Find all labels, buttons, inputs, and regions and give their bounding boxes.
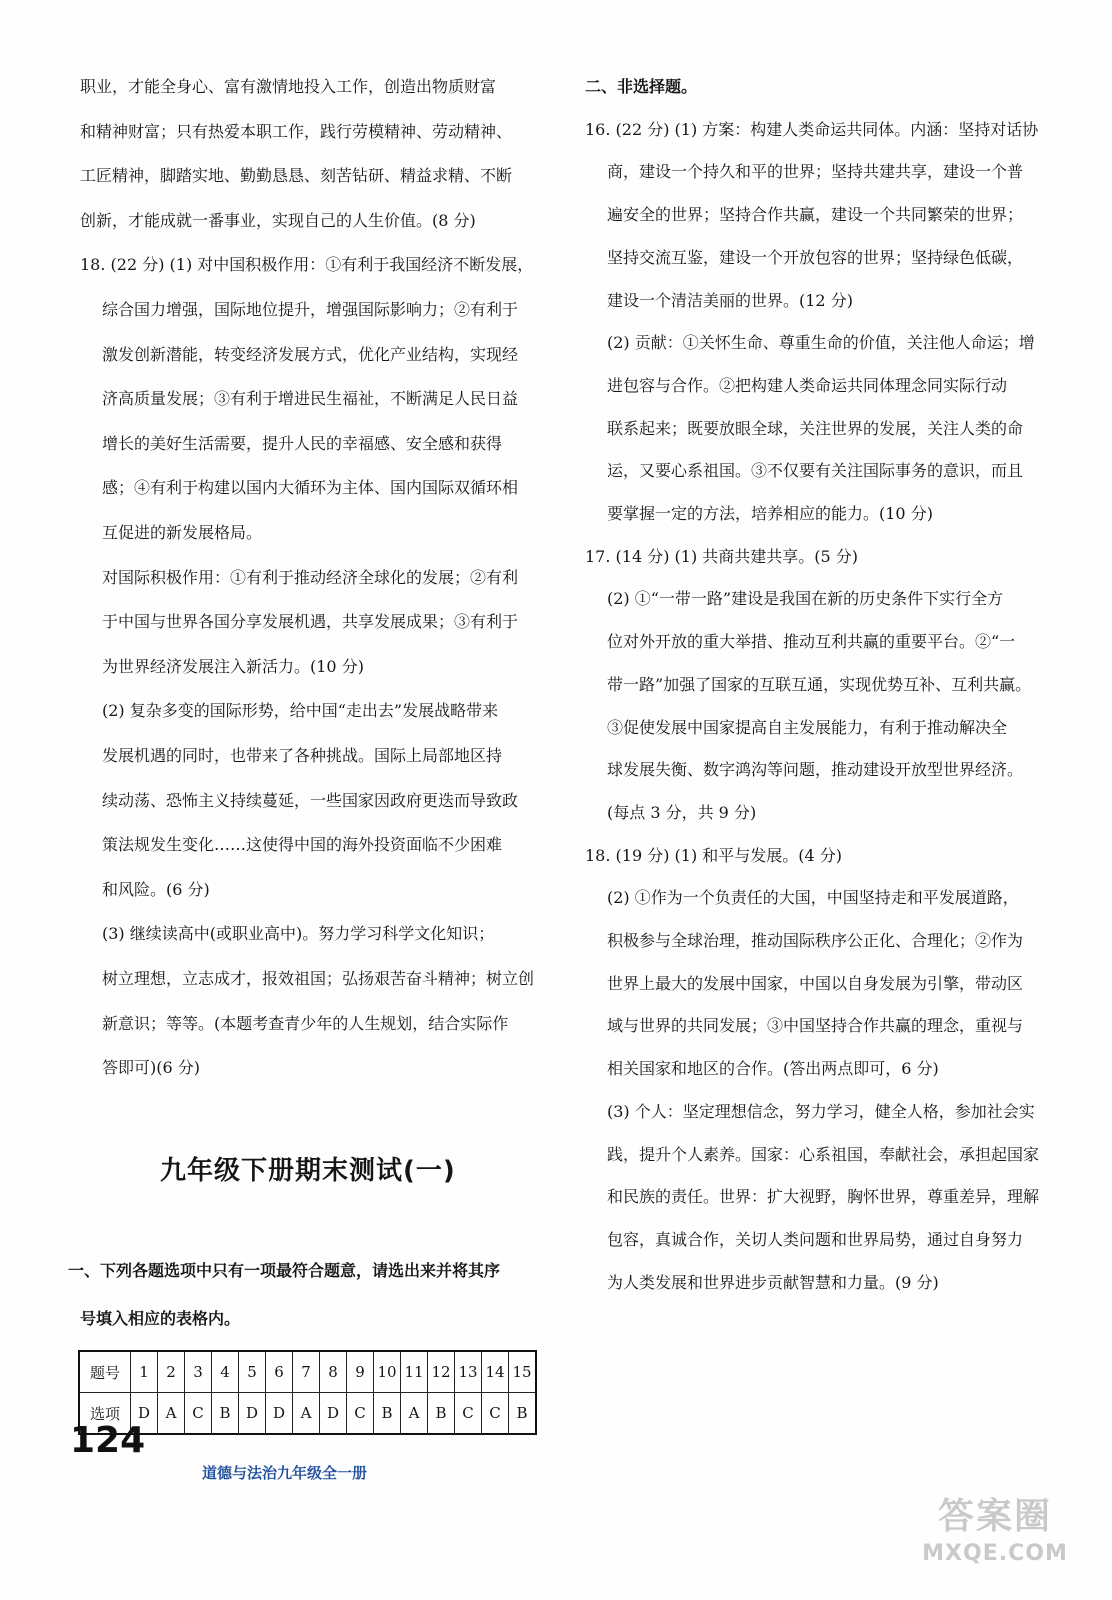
question-number-cell: 10 bbox=[374, 1351, 401, 1393]
right-column-line: 遍安全的世界；坚持合作共赢，建设一个共同繁荣的世界； bbox=[607, 205, 1024, 225]
left-column-line: 发展机遇的同时，也带来了各种挑战。国际上局部地区持 bbox=[102, 746, 503, 765]
left-column-line: 济高质量发展；③有利于增进民生福祉，不断满足人民日益 bbox=[102, 389, 519, 409]
right-column-line: 世界上最大的发展中国家，中国以自身发展为引擎，带动区 bbox=[607, 973, 1024, 993]
left-column-line: 创新，才能成就一番事业，实现自己的人生价值。(8 分) bbox=[80, 210, 476, 230]
question-number-cell: 4 bbox=[212, 1351, 239, 1393]
left-column-line: 增长的美好生活需要，提升人民的幸福感、安全感和获得 bbox=[102, 433, 503, 453]
answer-choice-cell: A bbox=[401, 1393, 428, 1435]
right-column-line: (3) 个人：坚定理想信念，努力学习，健全人格，参加社会实 bbox=[607, 1101, 1035, 1121]
question-number-cell: 13 bbox=[455, 1351, 482, 1393]
answer-choice-cell: C bbox=[347, 1393, 374, 1435]
right-column-line: 积极参与全球治理，推动国际秩序公正化、合理化；②作为 bbox=[607, 931, 1024, 950]
left-column-line: 续动荡、恐怖主义持续蔓延，一些国家因政府更迭而导致政 bbox=[102, 790, 519, 810]
right-column-line: ③促使发展中国家提高自主发展能力，有利于推动解决全 bbox=[607, 717, 1008, 737]
answer-table-answer-label: 选项 bbox=[79, 1393, 131, 1435]
right-column-line: (每点 3 分，共 9 分) bbox=[607, 802, 757, 822]
right-column-line: 16. (22 分) (1) 方案：构建人类命运共同体。内涵：坚持对话协 bbox=[585, 119, 1039, 139]
right-column-line: 运，又要心系祖国。③不仅要有关注国际事务的意识，而且 bbox=[607, 461, 1024, 481]
right-column-line: 位对外开放的重大举措、推动互利共赢的重要平台。②“一 bbox=[607, 632, 1016, 652]
right-column-line: 为人类发展和世界进步贡献智慧和力量。(9 分) bbox=[607, 1272, 939, 1292]
right-column-line: (2) ①“一带一路”建设是我国在新的历史条件下实行全方 bbox=[607, 589, 1004, 609]
answer-choice-cell: C bbox=[482, 1393, 509, 1435]
question-number-cell: 5 bbox=[239, 1351, 266, 1393]
question-number-cell: 14 bbox=[482, 1351, 509, 1393]
part-one-heading-line2: 号填入相应的表格内。 bbox=[80, 1309, 241, 1328]
left-column-line: 对国际积极作用：①有利于推动经济全球化的发展；②有利 bbox=[102, 567, 519, 587]
right-column-line: 要掌握一定的方法，培养相应的能力。(10 分) bbox=[607, 504, 933, 523]
left-column-line: 和精神财富；只有热爱本职工作，践行劳模精神、劳动精神、 bbox=[80, 121, 513, 141]
right-column-line: 和民族的责任。世界：扩大视野，胸怀世界，尊重差异，理解 bbox=[607, 1187, 1040, 1207]
left-column-line: 感；④有利于构建以国内大循环为主体、国内国际双循环相 bbox=[102, 478, 519, 498]
right-column-line: 相关国家和地区的合作。(答出两点即可，6 分) bbox=[607, 1059, 939, 1079]
right-column-line: 二、非选择题。 bbox=[585, 77, 698, 96]
question-number-cell: 11 bbox=[401, 1351, 428, 1393]
question-number-cell: 15 bbox=[509, 1351, 537, 1393]
left-column-line: 新意识；等等。(本题考查青少年的人生规划，结合实际作 bbox=[102, 1013, 509, 1033]
watermark-logo: 答案圈 bbox=[937, 1496, 1052, 1537]
right-column-line: 球发展失衡、数字鸿沟等问题，推动建设开放型世界经济。 bbox=[607, 760, 1024, 780]
answer-choice-cell: B bbox=[374, 1393, 401, 1435]
left-column-line: 18. (22 分) (1) 对中国积极作用：①有利于我国经济不断发展， bbox=[80, 255, 534, 275]
left-column-line: (2) 复杂多变的国际形势，给中国“走出去”发展战略带来 bbox=[102, 701, 499, 721]
left-column-line: 答即可)(6 分) bbox=[102, 1058, 200, 1078]
right-column-line: 联系起来；既要放眼全球，关注世界的发展，关注人类的命 bbox=[607, 418, 1024, 438]
answer-choice-cell: A bbox=[158, 1393, 185, 1435]
watermark bbox=[910, 1495, 1080, 1585]
right-column-line: (2) 贡献：①关怀生命、尊重生命的价值，关注他人命运；增 bbox=[607, 333, 1035, 353]
answer-choice-cell: C bbox=[455, 1393, 482, 1435]
right-column-line: (2) ①作为一个负责任的大国，中国坚持走和平发展道路， bbox=[607, 888, 1019, 908]
question-number-cell: 2 bbox=[158, 1351, 185, 1393]
answer-choice-cell: B bbox=[509, 1393, 537, 1435]
left-column-line: 树立理想，立志成才，报效祖国；弘扬艰苦奋斗精神；树立创 bbox=[102, 969, 535, 988]
right-column-line: 域与世界的共同发展；③中国坚持合作共赢的理念，重视与 bbox=[607, 1016, 1024, 1036]
left-column-line: 为世界经济发展注入新活力。(10 分) bbox=[102, 656, 364, 676]
answer-table-number-row bbox=[79, 1351, 536, 1393]
question-number-cell: 3 bbox=[185, 1351, 212, 1393]
question-number-cell: 12 bbox=[428, 1351, 455, 1393]
left-column-line: 策法规发生变化……这使得中国的海外投资面临不少困难 bbox=[102, 835, 503, 855]
right-column-line: 18. (19 分) (1) 和平与发展。(4 分) bbox=[585, 845, 843, 865]
section-title: 九年级下册期末测试(一) bbox=[160, 1156, 456, 1186]
question-number-cell: 6 bbox=[266, 1351, 293, 1393]
question-number-cell: 7 bbox=[293, 1351, 320, 1393]
question-number-cell: 8 bbox=[320, 1351, 347, 1393]
left-column-line: 互促进的新发展格局。 bbox=[102, 523, 263, 542]
left-column-line: 于中国与世界各国分享发展机遇，共享发展成果；③有利于 bbox=[102, 612, 519, 632]
left-column-line: 和风险。(6 分) bbox=[102, 879, 210, 899]
right-column-line: 进包容与合作。②把构建人类命运共同体理念同实际行动 bbox=[607, 375, 1008, 395]
answer-choice-cell: A bbox=[293, 1393, 320, 1435]
right-column-line: 建设一个清洁美丽的世界。(12 分) bbox=[607, 290, 853, 310]
left-column-line: 激发创新潜能，转变经济发展方式，优化产业结构，实现经 bbox=[102, 344, 519, 364]
answer-table bbox=[78, 1350, 537, 1435]
left-column-line: 综合国力增强，国际地位提升，增强国际影响力；②有利于 bbox=[102, 300, 519, 319]
part-one-heading-line1: 一、下列各题选项中只有一项最符合题意，请选出来并将其序 bbox=[68, 1261, 501, 1280]
right-column-line: 带一路”加强了国家的互联互通，实现优势互补、互利共赢。 bbox=[607, 674, 1032, 694]
right-column-line: 践，提升个人素养。国家：心系祖国，奉献社会，承担起国家 bbox=[607, 1144, 1040, 1164]
answer-choice-cell: C bbox=[185, 1393, 212, 1435]
answer-choice-cell: D bbox=[239, 1393, 266, 1435]
watermark-url: MXQE.COM bbox=[922, 1541, 1068, 1566]
footer-book-title: 道德与法治九年级全一册 bbox=[202, 1464, 368, 1482]
page-number: 124 bbox=[70, 1420, 146, 1461]
answer-choice-cell: B bbox=[212, 1393, 239, 1435]
right-column-line: 坚持交流互鉴，建设一个开放包容的世界；坚持绿色低碳， bbox=[607, 247, 1024, 267]
right-column-line: 包容，真诚合作，关切人类问题和世界局势，通过自身努力 bbox=[607, 1229, 1024, 1249]
right-column-line: 商，建设一个持久和平的世界；坚持共建共享，建设一个普 bbox=[607, 162, 1024, 182]
answer-choice-cell: B bbox=[428, 1393, 455, 1435]
answer-choice-cell: D bbox=[320, 1393, 347, 1435]
left-column-line: 职业，才能全身心、富有激情地投入工作，创造出物质财富 bbox=[80, 77, 497, 96]
question-number-cell: 9 bbox=[347, 1351, 374, 1393]
right-column-line: 17. (14 分) (1) 共商共建共享。(5 分) bbox=[585, 546, 859, 566]
question-number-cell: 1 bbox=[131, 1351, 158, 1393]
answer-table-answer-row bbox=[79, 1393, 536, 1435]
answer-choice-cell: D bbox=[131, 1393, 158, 1435]
answer-table-number-label: 题号 bbox=[79, 1351, 131, 1393]
left-column-line: 工匠精神，脚踏实地、勤勤恳恳、刻苦钻研、精益求精、不断 bbox=[80, 166, 513, 186]
left-column-line: (3) 继续读高中(或职业高中)。努力学习科学文化知识； bbox=[102, 924, 495, 944]
answer-choice-cell: D bbox=[266, 1393, 293, 1435]
